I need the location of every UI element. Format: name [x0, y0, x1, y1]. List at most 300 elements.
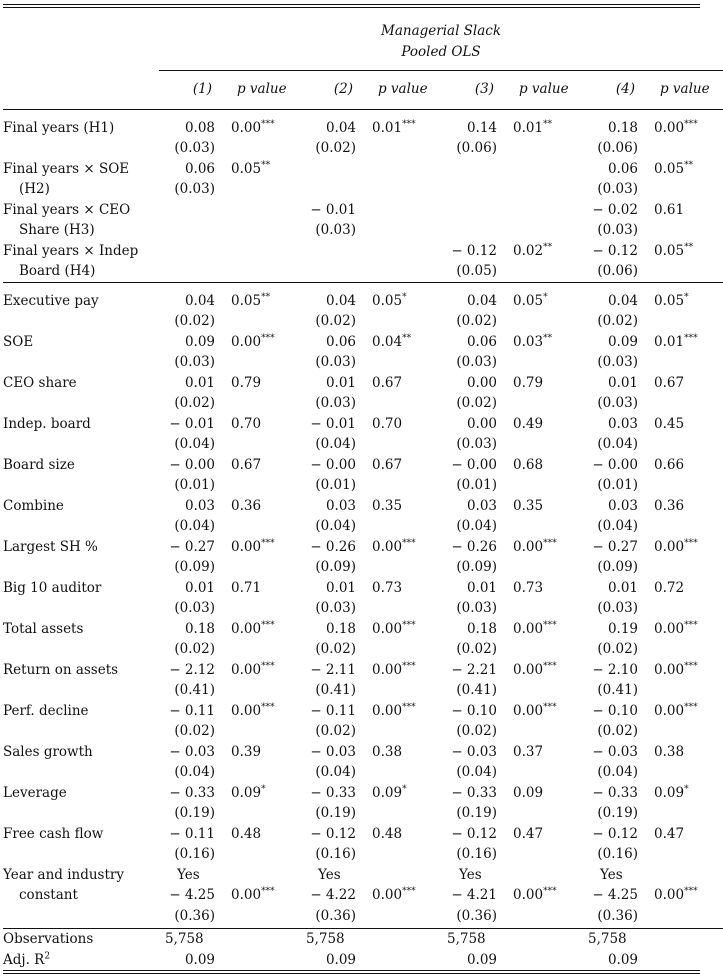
hypothesis-2-label-cont	[3, 179, 159, 200]
hypothesis-2-coef-3	[441, 159, 497, 180]
control-6-se-pad-2	[356, 516, 441, 537]
control-12-se-pad-2	[356, 762, 441, 783]
control-11-coef-2: − 0.11	[310, 702, 356, 719]
hypothesis-3-label-cont	[3, 220, 159, 241]
hypothesis-1-coef-3: 0.14	[466, 119, 497, 136]
control-12-p-value-1: 0.39	[231, 743, 262, 760]
constant-p-value-2: 0.00***	[372, 886, 416, 903]
control-5-label: Board size	[3, 456, 75, 473]
control-1-se-row	[3, 311, 723, 332]
hypothesis-3-se-pad-1	[215, 220, 300, 241]
control-10-p-value-2: 0.00***	[372, 661, 416, 678]
table-header	[3, 8, 723, 109]
fixed-effects-pad-1	[215, 865, 300, 886]
constant-se-4: (0.36)	[597, 907, 638, 924]
constant-coef-3: − 4.21	[451, 887, 497, 903]
hypothesis-1-se-row	[3, 138, 723, 159]
hypothesis-3-se-row	[3, 220, 723, 241]
control-13-label: Leverage	[3, 784, 67, 801]
hypothesis-1-label-cont	[3, 138, 159, 159]
hypothesis-1-se-4: (0.06)	[597, 140, 638, 156]
control-5-p-value-1: 0.67	[231, 456, 262, 473]
control-8-coef-4: 0.01	[607, 579, 638, 596]
control-1-se-2: (0.02)	[315, 313, 356, 329]
control-14-coef-2: − 0.12	[310, 825, 356, 842]
hypothesis-4-se-1	[159, 261, 215, 282]
constant-se-1: (0.36)	[174, 907, 215, 924]
control-6-label-cont	[3, 516, 159, 537]
hypothesis-3-label-line-2: Share (H3)	[19, 222, 95, 238]
control-10-p-value-1: 0.00***	[231, 661, 275, 678]
control-1-p-value-2: 0.05*	[372, 292, 407, 309]
control-9-se-1: (0.02)	[174, 641, 215, 657]
control-9-p-value-1: 0.00***	[231, 620, 275, 637]
hypothesis-1-estimate-row	[3, 118, 723, 139]
hypothesis-3-coef-2: − 0.01	[310, 201, 356, 218]
control-9-p-value-4: 0.00***	[654, 620, 698, 637]
hypothesis-3-p-value-1	[215, 200, 300, 221]
hypothesis-3-se-1	[159, 220, 215, 241]
hypothesis-2-p-value-2	[356, 159, 441, 180]
control-6-se-pad-4	[638, 516, 723, 537]
constant-label	[3, 885, 159, 906]
control-2-p-value-3: 0.03**	[513, 333, 553, 350]
control-1-p-value-4: 0.05*	[654, 292, 689, 309]
control-7-se-4: (0.09)	[597, 559, 638, 575]
control-9-se-4: (0.02)	[597, 641, 638, 657]
control-9-coef-1: 0.18	[184, 620, 215, 637]
control-12-se-4: (0.04)	[597, 764, 638, 780]
control-8-p-value-1: 0.71	[231, 579, 262, 596]
control-2-coef-3: 0.06	[466, 333, 497, 350]
control-4-p-value-3: 0.49	[513, 415, 544, 432]
control-3-coef-2: 0.01	[325, 374, 356, 391]
hypothesis-rows	[3, 109, 723, 282]
hypothesis-2-label: Final years × SOE	[3, 160, 130, 177]
control-9-se-pad-1	[215, 639, 300, 660]
hypothesis-1-coef-2: 0.04	[325, 119, 356, 136]
control-3-se-3: (0.02)	[456, 395, 497, 411]
control-5-coef-4: − 0.00	[592, 456, 638, 473]
control-5-coef-1: − 0.00	[169, 456, 215, 473]
hypothesis-4-coef-1	[159, 241, 215, 262]
control-5-label-cont	[3, 475, 159, 496]
column-header-p-value-3: p value	[497, 71, 582, 109]
control-8-p-value-4: 0.72	[654, 579, 685, 596]
control-11-se-pad-1	[215, 721, 300, 742]
control-11-se-3: (0.02)	[456, 723, 497, 739]
control-9-p-value-3: 0.00***	[513, 620, 557, 637]
control-10-se-pad-3	[497, 680, 582, 701]
control-14-label: Free cash flow	[3, 825, 104, 842]
constant-coef-1: − 4.25	[169, 887, 215, 903]
control-2-se-4: (0.03)	[597, 354, 638, 370]
control-3-se-pad-3	[497, 393, 582, 414]
control-3-se-4: (0.03)	[597, 395, 638, 411]
hypothesis-2-se-pad-2	[356, 179, 441, 200]
control-2-se-1: (0.03)	[174, 354, 215, 370]
control-6-se-3: (0.04)	[456, 518, 497, 534]
control-2-se-2: (0.03)	[315, 354, 356, 370]
control-3-se-pad-1	[215, 393, 300, 414]
control-1-se-pad-1	[215, 311, 300, 332]
control-12-estimate-row	[3, 742, 723, 763]
hypothesis-1-coef-1: 0.08	[184, 119, 215, 136]
control-5-se-2: (0.01)	[315, 477, 356, 493]
control-7-se-row	[3, 557, 723, 578]
control-2-coef-4: 0.09	[607, 333, 638, 350]
control-10-label-cont	[3, 680, 159, 701]
control-7-coef-1: − 0.27	[169, 538, 215, 555]
control-4-coef-3: 0.00	[466, 415, 497, 432]
control-4-se-1: (0.04)	[174, 436, 215, 452]
control-8-se-pad-1	[215, 598, 300, 619]
hypothesis-2-coef-1: 0.06	[184, 160, 215, 177]
hypothesis-4-se-pad-1	[215, 261, 300, 282]
control-3-se-2: (0.03)	[315, 395, 356, 411]
control-11-p-value-3: 0.00***	[513, 702, 557, 719]
control-10-se-3: (0.41)	[456, 682, 497, 698]
control-11-label-cont	[3, 721, 159, 742]
constant-se-pad-4	[638, 906, 723, 929]
control-7-p-value-3: 0.00***	[513, 538, 557, 555]
hypothesis-4-p-value-4: 0.05**	[654, 242, 694, 259]
hypothesis-1-p-value-1: 0.00***	[231, 119, 275, 136]
observations-pad-1	[215, 929, 300, 950]
hypothesis-3-coef-3	[441, 200, 497, 221]
control-10-p-value-4: 0.00***	[654, 661, 698, 678]
control-12-coef-3: − 0.03	[451, 743, 497, 760]
control-4-se-3: (0.03)	[456, 436, 497, 452]
control-11-coef-1: − 0.11	[169, 702, 215, 719]
control-6-se-2: (0.04)	[315, 518, 356, 534]
control-3-label-cont	[3, 393, 159, 414]
control-8-se-pad-4	[638, 598, 723, 619]
control-13-p-value-3: 0.09	[513, 784, 544, 801]
control-8-se-3: (0.03)	[456, 600, 497, 616]
control-7-se-1: (0.09)	[174, 559, 215, 575]
control-4-p-value-4: 0.45	[654, 415, 685, 432]
fixed-effects-value-4: Yes	[600, 866, 623, 883]
control-8-label-cont	[3, 598, 159, 619]
observations-value-2: 5,758	[300, 929, 356, 950]
control-13-p-value-2: 0.09*	[372, 784, 407, 801]
control-5-se-pad-4	[638, 475, 723, 496]
control-11-se-4: (0.02)	[597, 723, 638, 739]
control-14-se-4: (0.16)	[597, 846, 638, 862]
control-11-p-value-1: 0.00***	[231, 702, 275, 719]
summary-rows	[3, 865, 723, 971]
control-7-se-2: (0.09)	[315, 559, 356, 575]
control-3-p-value-2: 0.67	[372, 374, 403, 391]
control-11-se-1: (0.02)	[174, 723, 215, 739]
constant-label-cont	[3, 906, 159, 929]
constant-se-pad-1	[215, 906, 300, 929]
constant-p-value-3: 0.00***	[513, 886, 557, 903]
adj-r2-pad-1	[215, 950, 300, 971]
table-subtitle: Pooled OLS	[401, 43, 481, 60]
hypothesis-4-estimate-row	[3, 241, 723, 262]
control-2-p-value-1: 0.00***	[231, 333, 275, 350]
control-6-coef-4: 0.03	[607, 497, 638, 514]
fixed-effects-label: Year and industry	[3, 866, 124, 883]
control-10-coef-4: − 2.10	[592, 661, 638, 678]
adj-r2-pad-3	[497, 950, 582, 971]
hypothesis-1-se-2: (0.02)	[315, 140, 356, 156]
control-4-se-row	[3, 434, 723, 455]
adj-r2-value-3: 0.09	[466, 951, 497, 968]
control-8-se-pad-2	[356, 598, 441, 619]
control-13-se-pad-1	[215, 803, 300, 824]
control-14-se-row	[3, 844, 723, 865]
hypothesis-4-se-4: (0.06)	[597, 263, 638, 279]
control-13-se-1: (0.19)	[174, 805, 215, 821]
control-11-se-pad-4	[638, 721, 723, 742]
control-2-p-value-4: 0.01***	[654, 333, 698, 350]
hypothesis-2-se-1: (0.03)	[174, 181, 215, 197]
control-2-p-value-2: 0.04**	[372, 333, 412, 350]
control-7-se-3: (0.09)	[456, 559, 497, 575]
control-12-p-value-3: 0.37	[513, 743, 544, 760]
control-4-coef-4: 0.03	[607, 415, 638, 432]
control-8-estimate-row	[3, 578, 723, 599]
control-6-p-value-4: 0.36	[654, 497, 685, 514]
control-8-coef-2: 0.01	[325, 579, 356, 596]
control-9-se-pad-3	[497, 639, 582, 660]
hypothesis-2-se-2	[300, 179, 356, 200]
control-7-coef-2: − 0.26	[310, 538, 356, 555]
control-10-coef-2: − 2.11	[310, 661, 356, 678]
fixed-effects-value-3: Yes	[459, 866, 482, 883]
control-9-label: Total assets	[3, 620, 84, 637]
control-12-p-value-2: 0.38	[372, 743, 403, 760]
control-13-estimate-row	[3, 783, 723, 804]
adj-r2-value-4: 0.09	[607, 951, 638, 968]
control-13-se-4: (0.19)	[597, 805, 638, 821]
control-3-p-value-3: 0.79	[513, 374, 544, 391]
control-5-p-value-4: 0.66	[654, 456, 685, 473]
control-7-se-pad-1	[215, 557, 300, 578]
control-6-coef-3: 0.03	[466, 497, 497, 514]
hypothesis-2-se-pad-4	[638, 179, 723, 200]
control-2-se-pad-4	[638, 352, 723, 373]
control-1-coef-2: 0.04	[325, 292, 356, 309]
control-14-coef-3: − 0.12	[451, 825, 497, 842]
control-6-coef-1: 0.03	[184, 497, 215, 514]
control-rows	[3, 282, 723, 865]
control-12-se-row	[3, 762, 723, 783]
control-5-p-value-3: 0.68	[513, 456, 544, 473]
control-6-se-1: (0.04)	[174, 518, 215, 534]
hypothesis-2-se-4: (0.03)	[597, 181, 638, 197]
results-table	[3, 8, 723, 970]
control-3-p-value-1: 0.79	[231, 374, 262, 391]
control-11-se-2: (0.02)	[315, 723, 356, 739]
hypothesis-1-se-pad-1	[215, 138, 300, 159]
control-5-se-pad-1	[215, 475, 300, 496]
control-12-se-pad-4	[638, 762, 723, 783]
control-6-se-pad-1	[215, 516, 300, 537]
control-2-coef-1: 0.09	[184, 333, 215, 350]
control-10-se-pad-2	[356, 680, 441, 701]
fixed-effects-pad-2	[356, 865, 441, 886]
control-1-coef-3: 0.04	[466, 292, 497, 309]
constant-se-row	[3, 906, 723, 929]
observations-pad-3	[497, 929, 582, 950]
hypothesis-2-se-pad-1	[215, 179, 300, 200]
control-6-p-value-1: 0.36	[231, 497, 262, 514]
control-5-coef-2: − 0.00	[310, 456, 356, 473]
control-13-p-value-4: 0.09*	[654, 784, 689, 801]
observations-value-1: 5,758	[159, 929, 215, 950]
hypothesis-1-se-pad-2	[356, 138, 441, 159]
control-9-se-3: (0.02)	[456, 641, 497, 657]
control-4-coef-1: − 0.01	[169, 415, 215, 432]
control-3-label: CEO share	[3, 374, 77, 391]
control-3-se-pad-4	[638, 393, 723, 414]
control-9-label-cont	[3, 639, 159, 660]
hypothesis-4-coef-4: − 0.12	[592, 242, 638, 259]
control-12-coef-4: − 0.03	[592, 743, 638, 760]
control-14-estimate-row	[3, 824, 723, 845]
control-11-estimate-row	[3, 701, 723, 722]
hypothesis-1-se-3: (0.06)	[456, 140, 497, 156]
hypothesis-4-se-pad-2	[356, 261, 441, 282]
adj-r2-row	[3, 950, 723, 971]
column-header-p-value-1: p value	[215, 71, 300, 109]
control-4-se-pad-4	[638, 434, 723, 455]
control-7-p-value-2: 0.00***	[372, 538, 416, 555]
control-8-se-2: (0.03)	[315, 600, 356, 616]
control-9-coef-4: 0.19	[607, 620, 638, 637]
control-10-se-pad-1	[215, 680, 300, 701]
control-10-estimate-row	[3, 660, 723, 681]
hypothesis-1-p-value-2: 0.01***	[372, 119, 416, 136]
control-14-coef-1: − 0.11	[169, 825, 215, 842]
control-8-coef-1: 0.01	[184, 579, 215, 596]
control-7-se-pad-4	[638, 557, 723, 578]
observations-label: Observations	[3, 929, 159, 950]
control-8-se-pad-3	[497, 598, 582, 619]
hypothesis-4-p-value-3: 0.02**	[513, 242, 553, 259]
hypothesis-3-se-4: (0.03)	[597, 222, 638, 238]
control-7-coef-4: − 0.27	[592, 538, 638, 555]
constant-estimate-row	[3, 885, 723, 906]
control-6-coef-2: 0.03	[325, 497, 356, 514]
control-7-se-pad-3	[497, 557, 582, 578]
column-header-p-value-4: p value	[638, 71, 723, 109]
control-5-se-row	[3, 475, 723, 496]
control-14-se-pad-2	[356, 844, 441, 865]
control-4-label-cont	[3, 434, 159, 455]
hypothesis-1-coef-4: 0.18	[607, 119, 638, 136]
hypothesis-2-coef-2	[300, 159, 356, 180]
hypothesis-3-label: Final years × CEO	[3, 201, 131, 218]
control-14-se-pad-1	[215, 844, 300, 865]
control-12-label: Sales growth	[3, 743, 93, 760]
control-12-label-cont	[3, 762, 159, 783]
control-12-p-value-4: 0.38	[654, 743, 685, 760]
control-1-label: Executive pay	[3, 292, 99, 309]
hypothesis-4-p-value-1	[215, 241, 300, 262]
control-10-p-value-3: 0.00***	[513, 661, 557, 678]
control-9-coef-2: 0.18	[325, 620, 356, 637]
control-13-coef-2: − 0.33	[310, 784, 356, 801]
table-title: Managerial Slack	[381, 23, 502, 39]
hypothesis-2-se-row	[3, 179, 723, 200]
control-13-coef-3: − 0.33	[451, 784, 497, 801]
adj-r2-value-1: 0.09	[184, 951, 215, 968]
control-8-p-value-2: 0.73	[372, 579, 403, 596]
control-4-se-4: (0.04)	[597, 436, 638, 452]
control-1-se-pad-3	[497, 311, 582, 332]
control-11-label: Perf. decline	[3, 702, 89, 719]
control-11-se-row	[3, 721, 723, 742]
control-1-coef-1: 0.04	[184, 292, 215, 309]
control-10-se-1: (0.41)	[174, 682, 215, 698]
control-14-p-value-1: 0.48	[231, 825, 262, 842]
hypothesis-1-se-1: (0.03)	[174, 140, 215, 156]
control-11-p-value-4: 0.00***	[654, 702, 698, 719]
control-8-se-1: (0.03)	[174, 600, 215, 616]
control-7-estimate-row	[3, 537, 723, 558]
hypothesis-4-coef-2	[300, 241, 356, 262]
control-8-se-4: (0.03)	[597, 600, 638, 616]
hypothesis-2-coef-4: 0.06	[607, 160, 638, 177]
control-2-coef-2: 0.06	[325, 333, 356, 350]
control-9-p-value-2: 0.00***	[372, 620, 416, 637]
control-9-se-row	[3, 639, 723, 660]
constant-se-pad-2	[356, 906, 441, 929]
control-2-se-pad-3	[497, 352, 582, 373]
control-13-coef-4: − 0.33	[592, 784, 638, 801]
control-13-p-value-1: 0.09*	[231, 784, 266, 801]
hypothesis-4-se-pad-3	[497, 261, 582, 282]
column-header-p-value-2: p value	[356, 71, 441, 109]
control-11-se-pad-2	[356, 721, 441, 742]
control-6-p-value-3: 0.35	[513, 497, 544, 514]
control-9-se-pad-4	[638, 639, 723, 660]
control-3-coef-3: 0.00	[466, 374, 497, 391]
control-14-p-value-3: 0.47	[513, 825, 544, 842]
control-12-coef-1: − 0.03	[169, 743, 215, 760]
control-10-se-2: (0.41)	[315, 682, 356, 698]
control-3-se-pad-2	[356, 393, 441, 414]
control-12-se-pad-3	[497, 762, 582, 783]
column-header-model-4: (4)	[582, 71, 638, 109]
control-14-se-pad-3	[497, 844, 582, 865]
fixed-effects-row	[3, 865, 723, 886]
control-4-label: Indep. board	[3, 415, 91, 432]
control-11-coef-3: − 0.10	[451, 702, 497, 719]
observations-row	[3, 929, 723, 950]
control-12-coef-2: − 0.03	[310, 743, 356, 760]
control-5-se-1: (0.01)	[174, 477, 215, 493]
hypothesis-3-coef-1	[159, 200, 215, 221]
hypothesis-3-p-value-4: 0.61	[654, 201, 685, 218]
control-1-se-4: (0.02)	[597, 313, 638, 329]
control-3-se-row	[3, 393, 723, 414]
control-1-p-value-3: 0.05*	[513, 292, 548, 309]
control-11-se-pad-3	[497, 721, 582, 742]
hypothesis-4-se-row	[3, 261, 723, 282]
control-13-se-pad-2	[356, 803, 441, 824]
constant-coef-4: − 4.25	[592, 887, 638, 903]
control-5-se-3: (0.01)	[456, 477, 497, 493]
control-1-label-cont	[3, 311, 159, 332]
control-7-p-value-4: 0.00***	[654, 538, 698, 555]
control-5-se-4: (0.01)	[597, 477, 638, 493]
